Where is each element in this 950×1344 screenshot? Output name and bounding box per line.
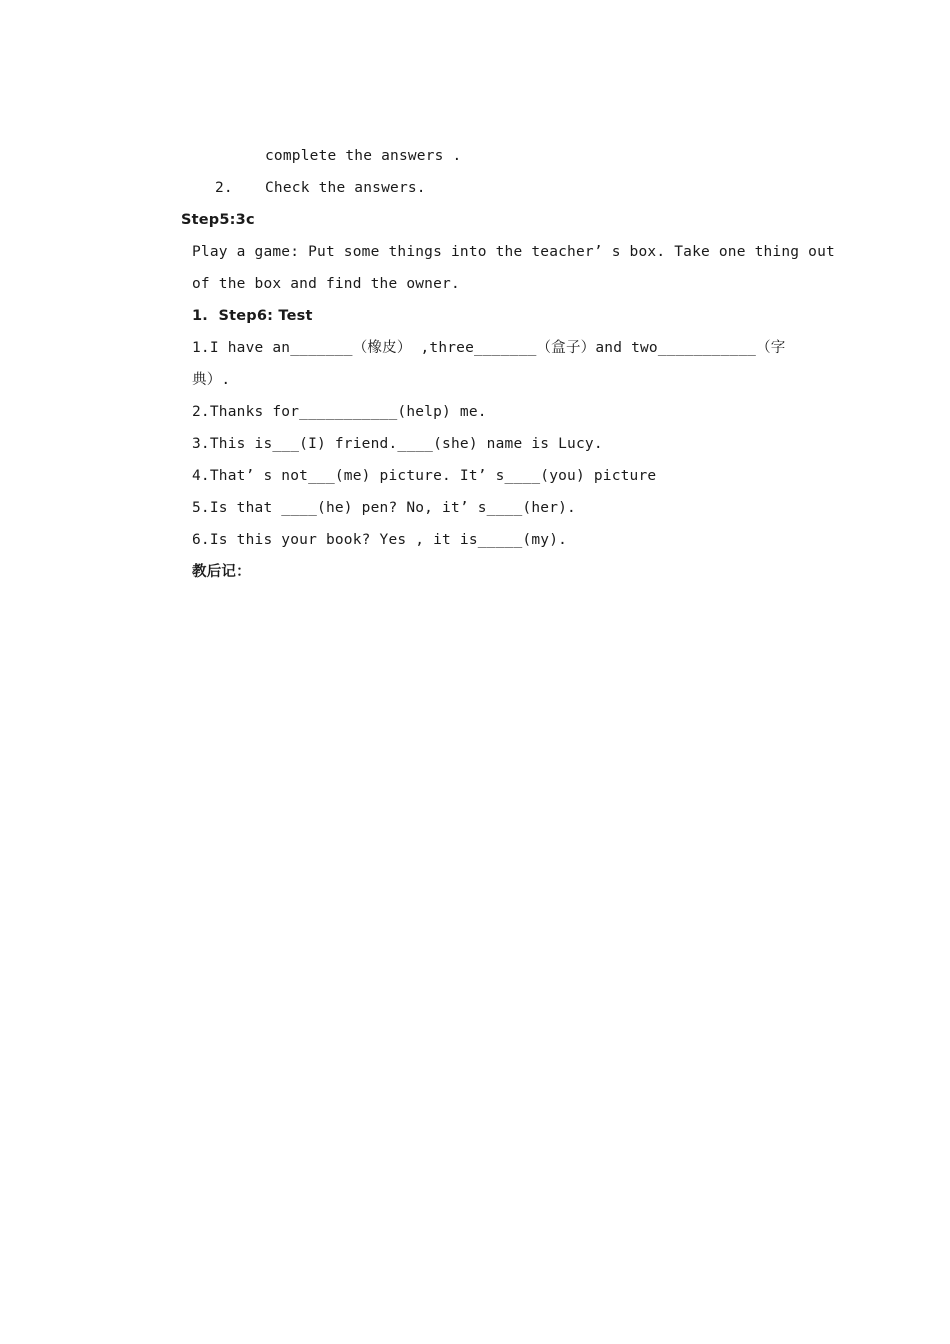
test-question-5: 5.Is that ____(he) pen? No, it’ s____(her).	[192, 500, 576, 516]
test-question-1-line-1: 1.I have an_______（橡皮） ,three_______（盒子）and two___________（字	[192, 340, 786, 356]
step5-text-line-1: Play a game: Put some things into the teacher’ s box. Take one thing out	[192, 244, 835, 260]
list-number: 2.	[215, 180, 233, 196]
step4-continuation: complete the answers .	[265, 148, 462, 164]
step4-item-2	[215, 178, 426, 198]
test-question-2: 2.Thanks for___________(help) me.	[192, 404, 487, 420]
step5-text-line-2: of the box and find the owner.	[192, 276, 460, 292]
list-item-text: Check the answers.	[265, 180, 426, 196]
test-question-1-line-2: 典）.	[192, 372, 231, 388]
step6-heading: 1. Step6: Test	[192, 308, 313, 324]
test-question-3: 3.This is___(I) friend.____(she) name is Lucy.	[192, 436, 603, 452]
afterword-heading: 教后记：	[192, 564, 251, 580]
test-question-4: 4.That’ s not___(me) picture. It’ s____(you) picture	[192, 468, 657, 484]
test-question-6: 6.Is this your book? Yes , it is_____(my).	[192, 532, 568, 548]
step5-heading: Step5:3c	[181, 212, 255, 228]
